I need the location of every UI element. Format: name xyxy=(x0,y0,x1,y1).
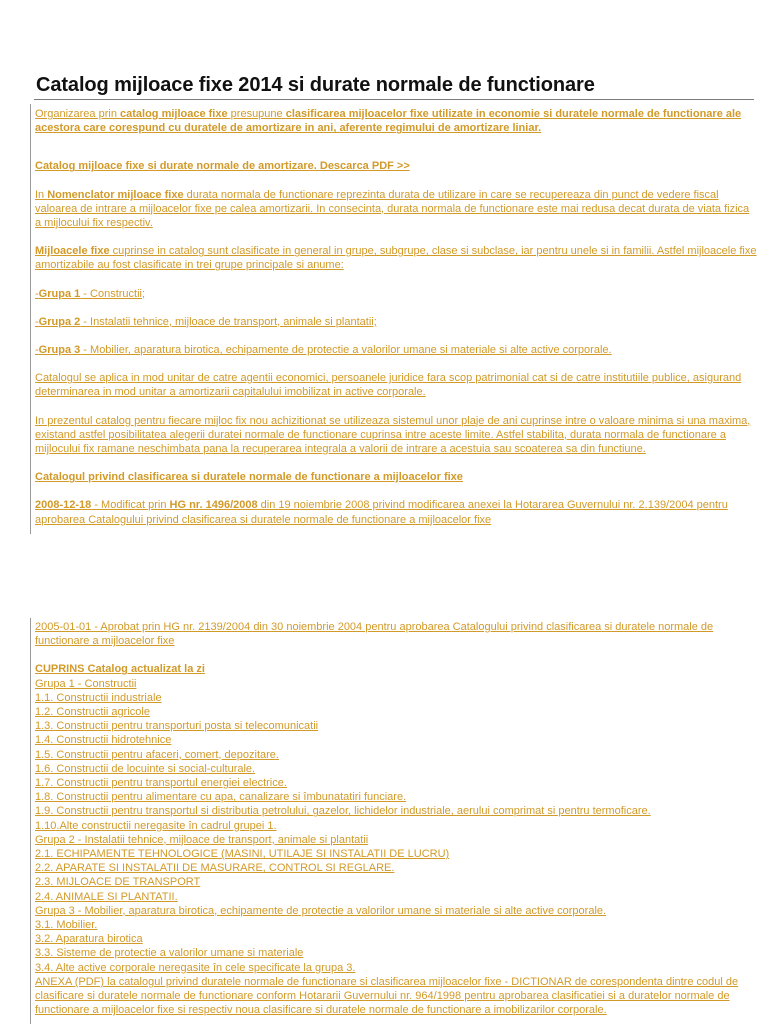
intro-mid[interactable]: presupune xyxy=(227,108,286,120)
cuprins-heading[interactable]: CUPRINS Catalog actualizat la zi xyxy=(35,663,205,676)
toc-item[interactable]: 1.6. Constructii de locuinte si social-culturale. xyxy=(35,762,256,775)
modificat-date[interactable]: 2008-12-18 xyxy=(35,499,92,512)
download-pdf-link[interactable]: Catalog mijloace fixe si durate normale de amortizare. Descarca PDF >> xyxy=(35,160,410,173)
toc-item[interactable]: 1.2. Constructii agricole xyxy=(35,706,150,719)
toc-item[interactable]: 1.5. Constructii pentru afaceri, comert, depozitare. xyxy=(35,748,279,761)
toc-item[interactable]: 3.2. Aparatura birotica xyxy=(35,933,143,946)
nomenclator-paragraph[interactable]: In Nomenclator mijloace fixe durata normala de functionare reprezinta durata de utilizare in care se recupereaza din punct de vedere fiscal valoarea de intrare a mijloacelor fixe pe calea amortizarii. In consecinta, durata normala de functionare este mai redusa decat durata de viata fizica a mijlocului fix respectiv. xyxy=(35,188,750,230)
toc-item[interactable]: 3.1. Mobilier. xyxy=(35,919,98,932)
title-divider xyxy=(34,99,754,100)
content-left-border-2 xyxy=(30,618,31,1024)
toc-item[interactable]: 1.8. Constructii pentru alimentare cu apa, canalizare si îmbunatatiri funciare. xyxy=(35,791,407,804)
toc-item[interactable]: 1.1. Constructii industriale xyxy=(35,691,162,704)
modificat-paragraph[interactable]: 2008-12-18 - Modificat prin HG nr. 1496/2008 din 19 noiembrie 2008 privind modificarea anexei la Hotararea Guvernului nr. 2.139/2004 pentru aprobarea Catalogului privind clasificarea si duratele normale de functionare a mijloacelor fixe xyxy=(35,499,728,526)
toc-list xyxy=(35,677,757,1018)
toc-item[interactable]: 3.4. Alte active corporale neregasite în cele specificate la grupa 3. xyxy=(35,961,356,974)
toc-item[interactable]: 1.7. Constructii pentru transportul energiei electrice. xyxy=(35,777,287,790)
toc-item[interactable]: Grupa 3 - Mobilier, aparatura birotica, echipamente de protectie a valorilor umane si materiale si alte active corporale. xyxy=(35,904,607,917)
group-2-item[interactable]: -Grupa 2 - Instalatii tehnice, mijloace de transport, animale si plantatii; xyxy=(35,315,377,328)
group-3-item[interactable]: -Grupa 3 - Mobilier, aparatura birotica, echipamente de protectie a valorilor umane si materiale si alte active corporale. xyxy=(35,344,612,357)
prezentul-paragraph[interactable]: In prezentul catalog pentru fiecare mijloc fix nou achizitionat se utilizeaza sistemul unor plaje de ani cuprinse intre o valoare minima si una maxima, existand astfel posibilitatea alegerii duratei normale de functionare cuprinsa intre aceste limite. Astfel stabilita, durata normala de functionare a mijlocului fix ramane neschimbata pana la recuperarea integrala a valorii de intrare a acestuia sau scoaterea sa din functiune. xyxy=(35,414,751,456)
content-left-border xyxy=(30,104,31,534)
toc-item[interactable]: 2.2. APARATE SI INSTALATII DE MASURARE, CONTROL SI REGLARE. xyxy=(35,862,395,875)
aprobat-paragraph[interactable]: 2005-01-01 - Aprobat prin HG nr. 2139/2004 din 30 noiembrie 2004 pentru aprobarea Catalogului privind clasificarea si duratele normale de functionare a mijloacelor fixe xyxy=(35,621,714,648)
intro-bold-1[interactable]: catalog mijloace fixe xyxy=(120,108,228,120)
group-1-item[interactable]: -Grupa 1 - Constructii; xyxy=(35,287,146,300)
toc-item[interactable]: 1.4. Constructii hidrotehnice xyxy=(35,734,172,747)
catalog-heading-link[interactable]: Catalogul privind clasificarea si duratele normale de functionare a mijloacelor fixe xyxy=(35,471,463,484)
page-title: Catalog mijloace fixe 2014 si durate normale de functionare xyxy=(36,74,595,96)
toc-item[interactable]: 1.3. Constructii pentru transporturi posta si telecomunicatii xyxy=(35,720,319,733)
toc-item[interactable]: 1.9. Constructii pentru transportul si distributia petrolului, gazelor, lichidelor industriale, aerului comprimat si pentru termoficare. xyxy=(35,805,651,818)
intro-bold-2[interactable]: clasificarea mijloacelor fixe utilizate in economie si duratele normale de functionare ale acestora care corespund cu duratele de amortizare in ani, aferente regimului de amortizare liniar. xyxy=(35,108,742,135)
toc-item[interactable]: ANEXA (PDF) la catalogul privind duratele normale de functionare si clasificarea mijloacelor fixe - DICTIONAR de corespondenta dintre codul de clasificare si duratele normale de functionare conform Hotararii Guvernului nr. 964/1998 pentru aprobarea clasificatiei si a duratelor normale de functionare a mijloacelor fixe si respectiv noua clasificare si duratele normale de functionare a imobilizarilor corporale. xyxy=(35,975,739,1017)
toc-section xyxy=(35,620,757,1017)
toc-item[interactable]: 2.3. MIJLOACE DE TRANSPORT xyxy=(35,876,201,889)
article-body xyxy=(35,107,757,527)
nomenclator-bold[interactable]: Nomenclator mijloace fixe xyxy=(47,188,184,201)
toc-item[interactable]: Grupa 1 - Constructii xyxy=(35,677,137,690)
toc-item[interactable]: 2.1. ECHIPAMENTE TEHNOLOGICE (MASINI, UTILAJE SI INSTALATII DE LUCRU) xyxy=(35,848,450,861)
intro-paragraph[interactable] xyxy=(35,107,757,135)
toc-item[interactable]: 2.4. ANIMALE SI PLANTATII. xyxy=(35,890,178,903)
toc-item[interactable]: Grupa 2 - Instalatii tehnice, mijloace de transport, animale si plantatii xyxy=(35,833,369,846)
mijloace-bold[interactable]: Mijloacele fixe xyxy=(35,245,110,258)
toc-item[interactable]: 1.10.Alte constructii neregasite în cadrul grupei 1. xyxy=(35,819,277,832)
toc-item[interactable]: 3.3. Sisteme de protectie a valorilor umane si materiale xyxy=(35,947,304,960)
mijloace-paragraph[interactable]: Mijloacele fixe cuprinse in catalog sunt clasificate in general in grupe, subgrupe, clase si subclase, iar pentru unele si in familii. Astfel mijloacele fixe amortizabile au fost clasificate in trei grupe principale si anume: xyxy=(35,245,757,272)
intro-pre[interactable]: Organizarea prin xyxy=(35,108,120,120)
aplica-paragraph[interactable]: Catalogul se aplica in mod unitar de catre agentii economici, persoanele juridice fara scop patrimonial cat si de catre institutiile publice, asigurand determinarea in mod unitar a amortizarii capitalului imobilizat in active corporale. xyxy=(35,372,742,399)
modificat-hg[interactable]: HG nr. 1496/2008 xyxy=(169,499,258,512)
